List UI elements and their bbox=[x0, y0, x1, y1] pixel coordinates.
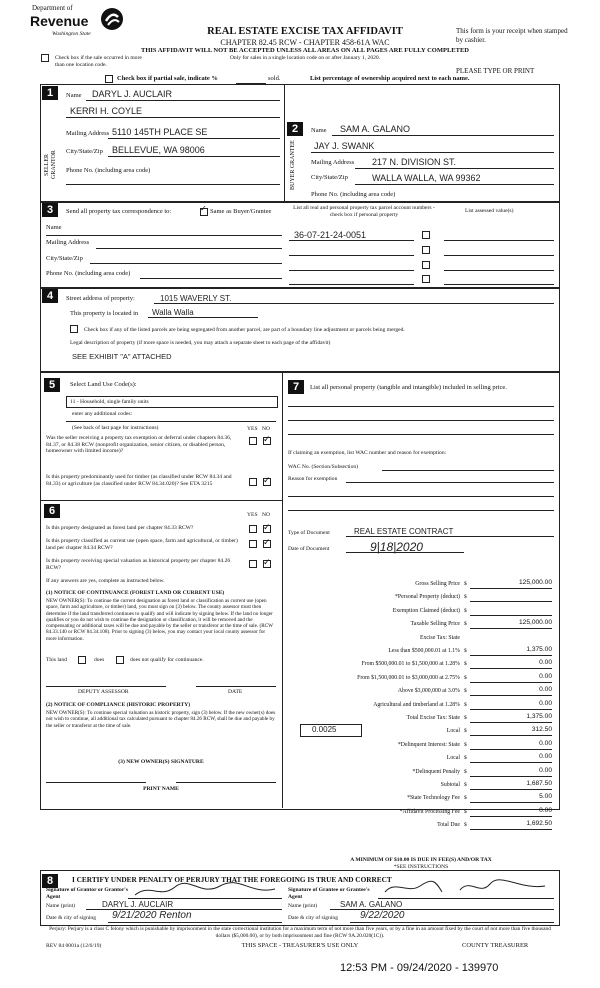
located-in[interactable]: Walla Walla bbox=[152, 308, 194, 317]
section-4-number: 4 bbox=[42, 289, 58, 303]
tax-row-dollar: $ bbox=[464, 795, 467, 801]
corr-mail-label: Mailing Address bbox=[46, 239, 90, 246]
deputy-assessor-label: DEPUTY ASSESSOR bbox=[78, 689, 129, 695]
land-does-not-checkbox[interactable] bbox=[116, 656, 124, 664]
personal-property-checkbox-3[interactable] bbox=[422, 261, 430, 269]
tax-row-value[interactable]: 1,687.50 bbox=[470, 781, 552, 790]
tax-row-dollar: $ bbox=[464, 715, 467, 721]
does-label: does bbox=[94, 657, 105, 663]
form-chapter: CHAPTER 82.45 RCW - CHAPTER 458-61A WAC bbox=[220, 38, 390, 47]
tax-row-dollar: $ bbox=[464, 648, 467, 654]
logo-line2: Revenue bbox=[30, 13, 89, 29]
notice-compliance-title: (2) NOTICE OF COMPLIANCE (HISTORIC PROPERTY) bbox=[46, 702, 191, 708]
receipt-note: This form is your receipt when stamped by cashier. bbox=[456, 27, 568, 44]
exemption-yes-checkbox[interactable] bbox=[249, 437, 257, 445]
corr-name-label: Name bbox=[46, 224, 62, 231]
tax-row-dollar: $ bbox=[464, 782, 467, 788]
personal-property-title: List all personal property (tangible and intangible) included in selling price. bbox=[310, 384, 507, 391]
notice-continuance-text: NEW OWNER(S): To continue the current designation as forest land or classification as current use (open space, farm and agriculture, or timber) land, you must sign on (3) below. The county assessor must then determine if the land transferred continues to qualify and will indicate by signing below. If the land no longer qualifies or you do not wish to continue the designation or classification, it will be removed and the compensating or additional taxes will be due and payable by the seller or transferor at the time of sale. (RCW 84.33.140 or RCW 84.34.108). Prior to signing (3) below, you may contact your local county assessor for more information. bbox=[46, 598, 273, 642]
land-use-value: 11 - Household, single family units bbox=[70, 399, 149, 405]
forest-no-check-icon: ✓ bbox=[263, 522, 271, 532]
sold-label: sold. bbox=[268, 75, 281, 82]
seller-name-label: Name bbox=[66, 92, 82, 99]
timber-no-check-icon: ✓ bbox=[263, 475, 271, 485]
seller-name-2[interactable]: KERRI H. COYLE bbox=[70, 106, 143, 116]
land-use-label: Select Land Use Code(s): bbox=[70, 381, 137, 388]
buyer-phone-label: Phone No. (including area code) bbox=[311, 191, 396, 198]
tax-row-label: Total Due bbox=[437, 822, 460, 828]
buyer-name-label: Name bbox=[311, 127, 327, 134]
county-treasurer-label: COUNTY TREASURER bbox=[462, 942, 529, 949]
personal-property-checkbox-2[interactable] bbox=[422, 246, 430, 254]
form-revision: REV 84 0001a (12/6/19) bbox=[46, 943, 102, 949]
tax-row-dollar: $ bbox=[464, 581, 467, 587]
same-as-buyer-label: Same as Buyer/Grantee bbox=[210, 208, 272, 215]
seller-city[interactable]: BELLEVUE, WA 98006 bbox=[112, 145, 205, 155]
tax-row-label: *Delinquent Penalty bbox=[412, 769, 460, 775]
logo-line3: Washington State bbox=[52, 31, 91, 37]
wac-no-label: WAC No. (Section/Subsection) bbox=[288, 464, 359, 470]
current-use-question: Is this property classified as current use (open space, farm and agricultural, or timber) land per chapter 84.34 RCW? bbox=[46, 538, 238, 551]
yes-header-5: YES bbox=[247, 426, 258, 432]
tax-row-value[interactable] bbox=[470, 607, 552, 616]
forest-question: Is this property designated as forest land per chapter 84.33 RCW? bbox=[46, 525, 194, 531]
receipt-stamp: 12:53 PM - 09/24/2020 - 139970 bbox=[340, 962, 499, 974]
dor-emblem-icon bbox=[100, 7, 124, 31]
section-5-number: 5 bbox=[44, 378, 60, 392]
tax-row-dollar: $ bbox=[464, 702, 467, 708]
tax-row-dollar: $ bbox=[464, 675, 467, 681]
corr-phone-label: Phone No. (including area code) bbox=[46, 270, 131, 277]
doc-type[interactable]: REAL ESTATE CONTRACT bbox=[354, 527, 454, 536]
section-6-number: 6 bbox=[44, 504, 60, 518]
historic-no-check-icon: ✓ bbox=[263, 557, 271, 567]
doc-date[interactable]: 9|18|2020 bbox=[370, 540, 423, 554]
tax-row-value[interactable]: 0.00 bbox=[470, 701, 552, 710]
tax-row-dollar: $ bbox=[464, 621, 467, 627]
list-pct-label: List percentage of ownership acquired next to each name. bbox=[310, 75, 470, 82]
seller-city-label: City/State/Zip bbox=[66, 148, 103, 155]
tax-row-label: Total Excise Tax: State bbox=[406, 715, 460, 721]
no-header-5: NO bbox=[262, 426, 271, 432]
buyer-name-1[interactable]: SAM A. GALANO bbox=[340, 124, 411, 134]
buyer-mail[interactable]: 217 N. DIVISION ST. bbox=[372, 157, 457, 167]
tax-row-label: *Delinquent Interest: State bbox=[397, 742, 460, 748]
doc-type-label: Type of Document bbox=[288, 530, 330, 536]
section-2-number: 2 bbox=[287, 122, 303, 136]
grantee-signature-label: Signature of Grantee or Grantee's Agent bbox=[288, 887, 370, 900]
reason-label: Reason for exemption bbox=[288, 476, 338, 482]
buyer-city-label: City/State/Zip bbox=[311, 174, 348, 181]
grantee-date-city[interactable]: 9/22/2020 bbox=[360, 910, 405, 921]
partial-sale-checkbox[interactable] bbox=[105, 75, 113, 83]
historic-yes-checkbox[interactable] bbox=[249, 560, 257, 568]
tax-row-label: Above $3,000,000 at 3.0% bbox=[397, 688, 460, 694]
tax-row-dollar: $ bbox=[464, 755, 467, 761]
tax-row-label: From $1,500,000.01 to $3,000,000 at 2.75% bbox=[357, 675, 460, 681]
logo-line1: Department of bbox=[32, 4, 73, 12]
see-instructions-note: *SEE INSTRUCTIONS bbox=[393, 864, 449, 870]
grantor-signature-label: Signature of Grantor or Grantor's Agent bbox=[46, 887, 129, 900]
tax-row-label: Subtotal bbox=[440, 782, 460, 788]
new-owner-signature-label: (3) NEW OWNER(S) SIGNATURE bbox=[118, 759, 204, 765]
grantor-print-name[interactable]: DARYL J. AUCLAIR bbox=[102, 900, 174, 909]
section-7-number: 7 bbox=[288, 380, 304, 394]
minimum-due-note: A MINIMUM OF $10.00 IS DUE IN FEE(S) AND/OR TAX bbox=[350, 857, 492, 863]
seller-grantor-side-label: SELLER GRANTOR bbox=[44, 150, 57, 180]
tax-row-value[interactable]: 125,000.00 bbox=[470, 580, 552, 589]
tax-row-label: Excise Tax: State bbox=[419, 635, 460, 641]
form-warning: THIS AFFIDAVIT WILL NOT BE ACCEPTED UNLESS ALL AREAS ON ALL PAGES ARE FULLY COMPLETED bbox=[141, 47, 469, 54]
personal-property-checkbox-1[interactable] bbox=[422, 231, 430, 239]
parcel-header: List all real and personal property tax parcel account numbers - check box if personal property bbox=[293, 205, 435, 218]
grantor-date-city[interactable]: 9/21/2020 Renton bbox=[112, 910, 192, 921]
legal-description[interactable]: SEE EXHIBIT "A" ATTACHED bbox=[72, 352, 172, 361]
forest-yes-checkbox[interactable] bbox=[249, 525, 257, 533]
tax-row-label: Agricultural and timberland at 1.28% bbox=[373, 702, 460, 708]
timber-yes-checkbox[interactable] bbox=[249, 478, 257, 486]
multi-location-label: Check box if the sale occurred in more than one location code. bbox=[55, 55, 142, 68]
grantor-signature[interactable] bbox=[130, 881, 280, 899]
send-correspondence-label: Send all property tax correspondence to: bbox=[66, 208, 172, 215]
see-back-label: (See back of last page for instructions) bbox=[72, 425, 159, 431]
wac-claim-label: If claiming an exemption, list WAC number and reason for exemption: bbox=[288, 450, 447, 456]
tax-row-dollar: $ bbox=[464, 594, 467, 600]
tax-row-dollar: $ bbox=[464, 742, 467, 748]
grantee-print-name[interactable]: SAM A. GALANO bbox=[340, 900, 403, 909]
exemption-question: Was the seller receiving a property tax exemption or deferral under chapters 84.36, 84.37, or 84.38 RCW (nonprofit organization, senior citizen, or disabled person, homeowner with limited income)? bbox=[46, 435, 232, 455]
form-sub: Only for sales in a single location code on or after January 1, 2020. bbox=[229, 55, 381, 61]
tax-row-label: Local bbox=[446, 755, 460, 761]
historic-question: Is this property receiving special valuation as historical property per chapter 84.26 RCW? bbox=[46, 558, 231, 571]
tax-row-label: *State Technology Fee bbox=[407, 795, 460, 801]
local-rate: 0.0025 bbox=[312, 725, 337, 734]
grantee-signature[interactable] bbox=[380, 876, 550, 898]
tax-row-dollar: $ bbox=[464, 728, 467, 734]
tax-row-dollar: $ bbox=[464, 688, 467, 694]
treasurer-use-label: THIS SPACE - TREASURER'S USE ONLY bbox=[241, 942, 359, 949]
tax-row-label: Local bbox=[446, 728, 460, 734]
section-3-number: 3 bbox=[42, 203, 58, 217]
tax-row-label: Less than $500,000.01 at 1.1% bbox=[388, 648, 460, 654]
assessed-header: List assessed value(s) bbox=[465, 208, 514, 214]
tax-row-value[interactable]: 0.00 bbox=[470, 768, 552, 777]
tax-row-label: Exemption Claimed (deduct) bbox=[392, 608, 460, 614]
segregated-checkbox[interactable] bbox=[70, 325, 78, 333]
current-use-no-check-icon: ✓ bbox=[263, 537, 271, 547]
print-note: PLEASE TYPE OR PRINT bbox=[456, 67, 535, 75]
timber-question: Is this property predominantly used for timber (as classified under RCW 84.34 and 84.33) or agriculture (as classified under RCW 84.34.020)? See ETA 3215 bbox=[46, 474, 232, 487]
grantor-date-label: Date & city of signing bbox=[46, 915, 97, 921]
certify-statement: I CERTIFY UNDER PENALTY OF PERJURY THAT THE FOREGOING IS TRUE AND CORRECT bbox=[72, 875, 392, 884]
tax-row-value[interactable]: 0.00 bbox=[470, 674, 552, 683]
tax-row-dollar: $ bbox=[464, 809, 467, 815]
buyer-city[interactable]: WALLA WALLA, WA 99362 bbox=[372, 173, 481, 183]
section-8-number: 8 bbox=[42, 874, 58, 888]
yes-header-6: YES bbox=[247, 512, 258, 518]
corr-city-label: City/State/Zip bbox=[46, 255, 83, 262]
legal-desc-label: Legal description of property (if more space is needed, you may attach a separate sheet to each page of the affidavit) bbox=[70, 340, 331, 346]
notice-compliance-text: NEW OWNER(S): To continue special valuation as historic property, sign (3) below. If the new owner(s) does not wish to continue, all additional tax calculated pursuant to chapter 84.26 RCW, shall be due and payable by the seller or transferor at the time of sale. bbox=[46, 710, 276, 729]
tax-row-dollar: $ bbox=[464, 769, 467, 775]
tax-row-value[interactable]: 312.50 bbox=[470, 727, 552, 736]
located-in-label: This property is located in bbox=[70, 310, 139, 317]
seller-phone-label: Phone No. (including area code) bbox=[66, 167, 151, 174]
if-yes-note: If any answers are yes, complete as instructed below. bbox=[46, 578, 165, 584]
land-does-checkbox[interactable] bbox=[78, 656, 86, 664]
tax-row-value[interactable]: 5.00 bbox=[470, 794, 552, 803]
no-header-6: NO bbox=[262, 512, 271, 518]
grantor-name-label: Name (print) bbox=[46, 903, 76, 909]
personal-property-checkbox-4[interactable] bbox=[422, 275, 430, 283]
tax-row-value[interactable]: 1,375.00 bbox=[470, 714, 552, 723]
seller-mail[interactable]: 5110 145TH PLACE SE bbox=[112, 127, 208, 137]
form-title: REAL ESTATE EXCISE TAX AFFIDAVIT bbox=[207, 26, 403, 37]
tax-row-label: From $500,000.01 to $1,500,000 at 1.28% bbox=[361, 661, 460, 667]
exemption-no-check-icon: ✓ bbox=[263, 434, 271, 444]
street-address-label: Street address of property: bbox=[66, 295, 135, 302]
segregated-label: Check box if any of the listed parcels are being segregated from another parcel, are part of a boundary line adjustment or parcels being merged. bbox=[84, 327, 405, 333]
grantee-date-label: Date & city of signing bbox=[288, 915, 339, 921]
section-1-number: 1 bbox=[42, 86, 58, 100]
tax-row-value[interactable]: 0.00 bbox=[470, 808, 552, 817]
this-land-label: This land bbox=[46, 657, 67, 663]
tax-row-dollar: $ bbox=[464, 661, 467, 667]
print-name-label: PRINT NAME bbox=[143, 786, 179, 792]
tax-row-label: *Affidavit Processing Fee bbox=[399, 809, 460, 815]
current-use-yes-checkbox[interactable] bbox=[249, 540, 257, 548]
parcel-number-1[interactable]: 36-07-21-24-0051 bbox=[294, 230, 367, 240]
does-not-label: does not qualify for continuance. bbox=[130, 657, 204, 663]
assessor-date-label: DATE bbox=[228, 689, 243, 695]
additional-codes-label: enter any additional codes: bbox=[72, 411, 133, 417]
perjury-note: Perjury: Perjury is a class C felony which is punishable by imprisonment in the state correctional institution for a maximum term of not more than five years, or by a fine in an amount fixed by the court of not more than five thousand dollars ($5,000.00), or by both imprisonment and fine (RCW 9A.20.020(1C)). bbox=[49, 926, 551, 939]
seller-mail-label: Mailing Address bbox=[66, 130, 110, 137]
dor-logo bbox=[30, 5, 130, 45]
tax-row-dollar: $ bbox=[464, 608, 467, 614]
tax-row-value[interactable]: 0.00 bbox=[470, 660, 552, 669]
notice-continuance-title: (1) NOTICE OF CONTINUANCE (FOREST LAND OR CURRENT USE) bbox=[46, 590, 225, 596]
tax-row-value[interactable]: 125,000.00 bbox=[470, 620, 552, 629]
tax-row-dollar: $ bbox=[464, 822, 467, 828]
tax-row-label: *Personal Property (deduct) bbox=[394, 594, 460, 600]
seller-name-1[interactable]: DARYL J. AUCLAIR bbox=[92, 89, 173, 99]
tax-row-value[interactable] bbox=[470, 593, 552, 602]
tax-row-label: Taxable Selling Price bbox=[410, 621, 460, 627]
grantee-name-label: Name (print) bbox=[288, 903, 318, 909]
tax-row-value[interactable]: 1,692.50 bbox=[470, 821, 552, 830]
doc-date-label: Date of Document bbox=[288, 546, 330, 552]
partial-sale-label: Check box if partial sale, indicate % bbox=[117, 75, 218, 82]
tax-row-value[interactable]: 0.00 bbox=[470, 754, 552, 763]
tax-row-value[interactable]: 0.00 bbox=[470, 741, 552, 750]
multi-location-checkbox[interactable] bbox=[41, 54, 49, 62]
buyer-mail-label: Mailing Address bbox=[311, 159, 355, 166]
street-address[interactable]: 1015 WAVERLY ST. bbox=[160, 294, 232, 303]
checkmark-icon: ✓ bbox=[200, 204, 207, 213]
tax-row-value[interactable]: 1,375.00 bbox=[470, 647, 552, 656]
tax-row-label: Gross Selling Price bbox=[415, 581, 460, 587]
tax-row-value[interactable]: 0.00 bbox=[470, 687, 552, 696]
buyer-grantee-side-label: BUYER GRANTEE bbox=[290, 140, 296, 190]
buyer-name-2[interactable]: JAY J. SWANK bbox=[314, 141, 375, 151]
